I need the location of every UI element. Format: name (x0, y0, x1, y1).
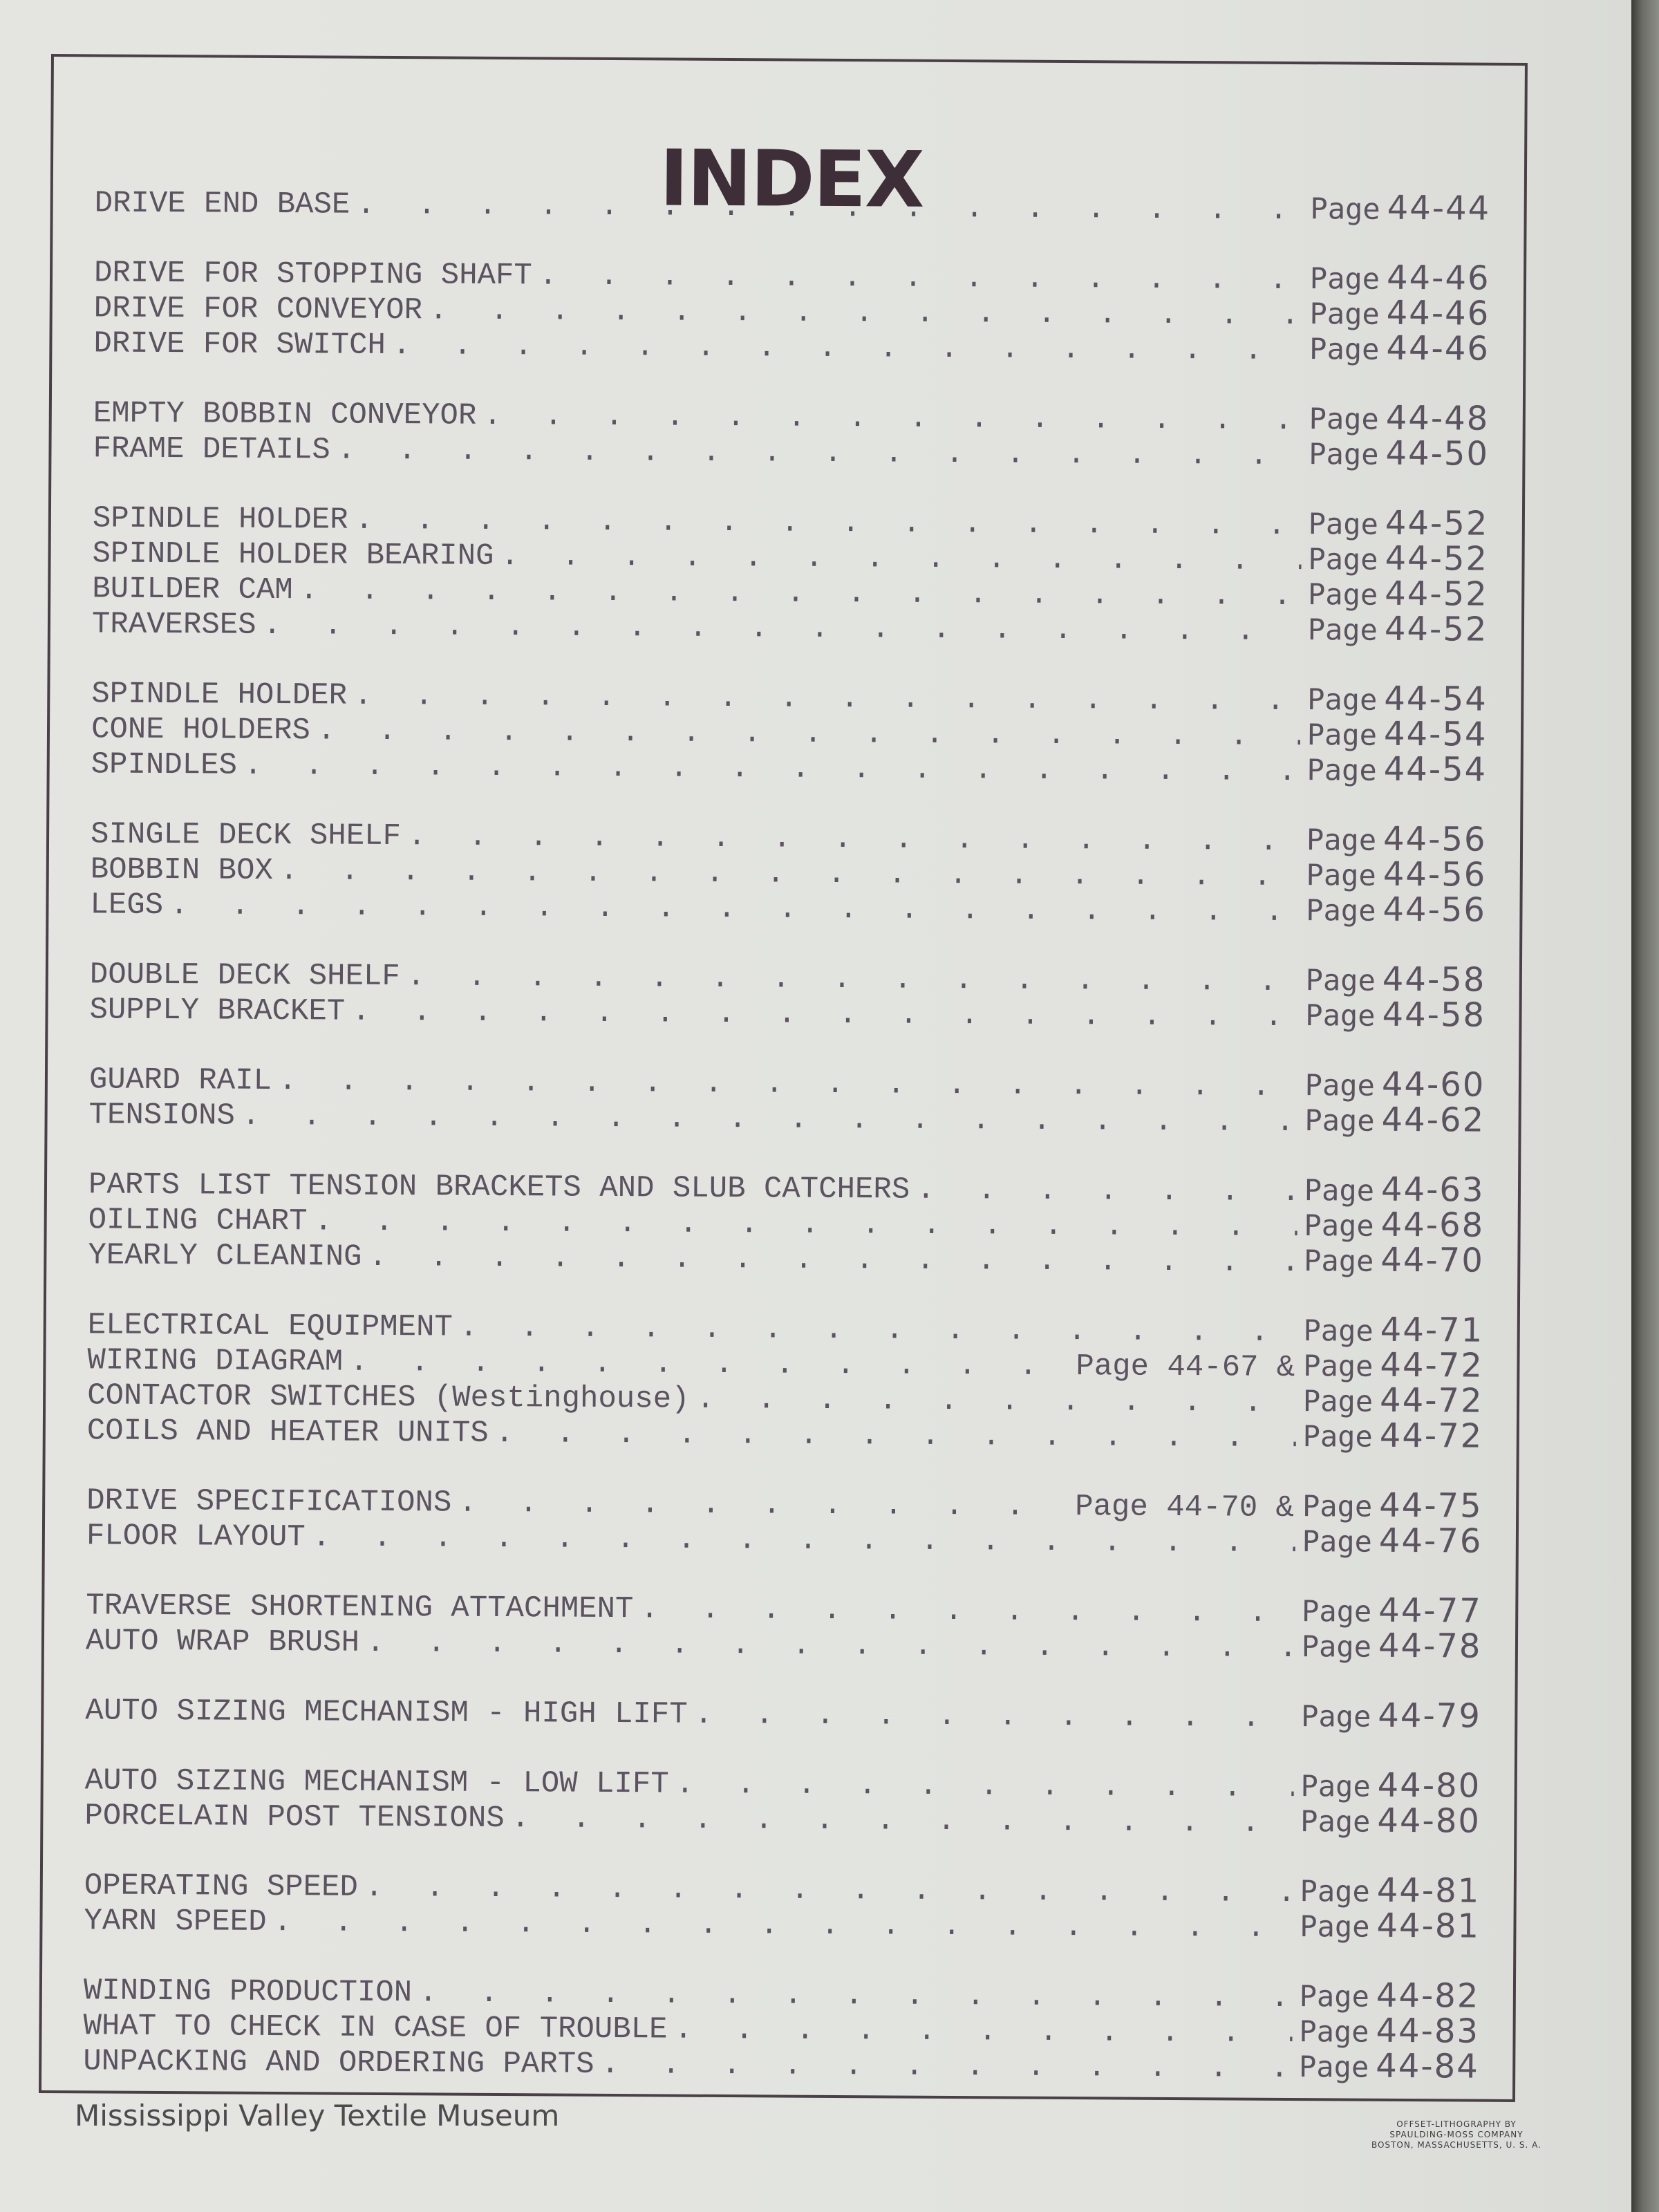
page-reference (1304, 1240, 1492, 1282)
dot-leader (696, 1382, 1296, 1421)
dot-leader (408, 819, 1300, 859)
page-word: Page (1306, 893, 1376, 928)
entry-label: SPINDLE HOLDER BEARING (92, 536, 494, 574)
dot-leader (539, 259, 1303, 298)
page-word: Page (1310, 191, 1380, 226)
index-group (88, 1167, 1492, 1281)
printer-credit-line-1: OFFSET-LITHOGRAPHY BY (1396, 2119, 1517, 2129)
page-reference (1076, 1344, 1490, 1387)
entry-label: UNPACKING AND ORDERING PARTS (83, 2044, 594, 2082)
entry-label: PARTS LIST TENSION BRACKETS AND SLUB CATCHERS (88, 1168, 910, 1208)
dot-leader (280, 854, 1300, 894)
page-number: 44-54 (1383, 714, 1488, 754)
dot-leader (300, 573, 1302, 614)
page-reference (1309, 328, 1497, 370)
page-number: 44-68 (1380, 1205, 1485, 1245)
page-word: Page (1300, 1874, 1370, 1909)
index-group (92, 500, 1496, 650)
page-number: 44-48 (1385, 398, 1490, 438)
page-number: 44-58 (1382, 959, 1486, 1000)
page-word: Page (1299, 1979, 1370, 2014)
entry-label: SINGLE DECK SHELF (90, 817, 402, 854)
entry-label: TRAVERSE SHORTENING ATTACHMENT (86, 1588, 634, 1627)
page-number: 44-78 (1378, 1626, 1482, 1666)
entry-label: OILING CHART (88, 1203, 308, 1239)
entry-label: DRIVE END BASE (94, 186, 350, 223)
dot-leader (354, 679, 1300, 719)
index-group (90, 816, 1494, 930)
entry-label: ELECTRICAL EQUIPMENT (87, 1308, 453, 1345)
dot-leader (500, 539, 1301, 579)
page-number: 44-80 (1377, 1765, 1481, 1806)
dot-leader (512, 1801, 1294, 1841)
index-group (86, 1483, 1490, 1562)
page-word: Page (1304, 1208, 1374, 1243)
entry-label: GUARD RAIL (88, 1062, 272, 1098)
page-word: Page (1306, 753, 1377, 787)
page-word: Page (1303, 1313, 1374, 1348)
page-reference (1300, 1906, 1488, 1947)
entry-label: COILS AND HEATER UNITS (86, 1414, 489, 1451)
page-word: Page (1306, 823, 1377, 857)
printer-credit-line-2: SPAULDING-MOSS COMPANY (1389, 2130, 1524, 2139)
page-word: Page (1298, 2050, 1369, 2084)
dot-leader (368, 1240, 1297, 1280)
page-number: 44-82 (1376, 1976, 1480, 2016)
page-number: 44-52 (1384, 609, 1488, 649)
page-word: Page (1304, 1068, 1376, 1103)
page-word: Page (1299, 2014, 1369, 2049)
dot-leader (279, 1064, 1298, 1105)
page-number: 44-52 (1385, 503, 1489, 543)
entry-label: EMPTY BOBBIN CONVEYOR (93, 396, 477, 433)
entry-label: DRIVE SPECIFICATIONS (86, 1483, 452, 1521)
index-group (85, 1693, 1488, 1736)
page-word: Page (1302, 1419, 1373, 1454)
dot-leader (674, 2013, 1292, 2051)
page-number: 44-71 (1380, 1310, 1484, 1350)
entry-label: CONE HOLDERS (91, 712, 311, 749)
page-number: 44-83 (1376, 2011, 1480, 2051)
dot-leader (419, 1976, 1293, 2016)
page-number: 44-81 (1376, 1871, 1481, 1911)
page-reference (1310, 188, 1498, 229)
page-word: Page (1309, 332, 1380, 366)
index-group (91, 676, 1495, 790)
dot-leader (429, 293, 1303, 333)
page-word: Page (1307, 612, 1378, 647)
page-reference (1300, 1801, 1488, 1842)
dot-leader (170, 888, 1299, 930)
page-number: 44-77 (1378, 1591, 1482, 1631)
page-word: Page (1301, 1699, 1371, 1734)
page-reference (1306, 749, 1494, 791)
page-number: 44-46 (1386, 293, 1490, 333)
page-word: Page (1309, 402, 1379, 436)
entry-label: BUILDER CAM (92, 572, 293, 608)
page-number: 44-56 (1382, 890, 1487, 930)
page-word: Page (1307, 682, 1378, 717)
index-group (84, 1763, 1488, 1841)
page-word: Page (1306, 718, 1378, 752)
page-word: Page (1300, 1769, 1371, 1803)
dot-leader (352, 995, 1298, 1035)
entry-label: PORCELAIN POST TENSIONS (84, 1799, 505, 1837)
dot-leader (337, 433, 1302, 474)
dot-leader (312, 1520, 1295, 1561)
page-number: 44-62 (1381, 1100, 1485, 1140)
dot-leader (263, 608, 1300, 649)
page-word: Page (1307, 577, 1378, 612)
page-word: Page (1308, 542, 1378, 577)
page-word: Page (1302, 1384, 1374, 1418)
page-word: Page (1302, 1489, 1373, 1524)
page-number: 44-80 (1377, 1801, 1481, 1841)
entry-label: OPERATING SPEED (84, 1868, 359, 1905)
page-word: Page (1302, 1524, 1373, 1559)
dot-leader (365, 1871, 1293, 1911)
index-group (84, 1868, 1488, 1947)
dot-leader (496, 1416, 1296, 1456)
page-word: Page (1300, 1804, 1371, 1839)
page-number: 44-56 (1382, 854, 1487, 894)
printer-credit (1371, 2119, 1541, 2150)
page-number: 44-54 (1384, 679, 1488, 719)
index-group (87, 1307, 1491, 1456)
page-reference (1302, 1416, 1490, 1457)
index-group (93, 395, 1497, 474)
dot-leader (458, 1486, 1068, 1524)
page-number: 44-84 (1376, 2046, 1479, 2086)
dot-leader (244, 749, 1300, 789)
dot-leader (695, 1698, 1295, 1736)
page-word: Page (1309, 261, 1380, 296)
entry-label: DRIVE FOR SWITCH (93, 326, 386, 363)
entry-label: YEARLY CLEANING (88, 1238, 362, 1275)
page-number: 44-76 (1378, 1521, 1483, 1561)
entry-label: SPINDLE HOLDER (91, 677, 348, 713)
entry-label: SUPPLY BRACKET (89, 993, 346, 1029)
page-reference (1299, 2046, 1487, 2088)
entry-label: DRIVE FOR CONVEYOR (93, 291, 423, 328)
entry-label: CONTACTOR SWITCHES (Westinghouse) (86, 1378, 690, 1417)
page-number: 44-46 (1386, 328, 1490, 368)
page-number: 44-50 (1385, 433, 1490, 474)
page-word: Page (1304, 1173, 1375, 1208)
entry-label: TENSIONS (88, 1098, 236, 1134)
page-number: 44-56 (1382, 819, 1487, 859)
page-number: 44-70 (1380, 1240, 1485, 1280)
museum-watermark: Mississippi Valley Textile Museum (75, 2099, 560, 2133)
page-word: Page (1309, 297, 1380, 331)
index-group (93, 255, 1497, 369)
page-number: 44-72 (1379, 1416, 1483, 1456)
entry-label: WIRING DIAGRAM (87, 1343, 344, 1380)
entry-label: TRAVERSES (91, 607, 256, 643)
page-word: Page (1301, 1629, 1372, 1664)
page-word: Page (1304, 1103, 1375, 1138)
page-reference (1075, 1484, 1490, 1527)
entry-label: AUTO SIZING MECHANISM - HIGH LIFT (85, 1694, 688, 1732)
page-number: 44-72 (1379, 1380, 1483, 1421)
page-number: 44-46 (1386, 258, 1490, 298)
page-reference (1308, 609, 1496, 650)
index-frame (39, 54, 1528, 2102)
index-group (89, 957, 1493, 1035)
entry-label: WHAT TO CHECK IN CASE OF TROUBLE (83, 2009, 668, 2047)
dot-leader (242, 1099, 1298, 1140)
page-number: 44-75 (1379, 1485, 1483, 1526)
dot-leader (355, 503, 1301, 543)
entry-label: YARN SPEED (84, 1904, 267, 1940)
additional-page-reference: Page 44-67 & (1076, 1349, 1295, 1386)
page-number: 44-58 (1382, 995, 1486, 1035)
index-entries (83, 185, 1498, 2121)
page-number: 44-81 (1376, 1906, 1481, 1946)
dot-leader (350, 1345, 1069, 1384)
entry-label: AUTO WRAP BRUSH (85, 1624, 360, 1660)
dot-leader (483, 399, 1302, 438)
page-reference (1301, 1696, 1489, 1737)
page-number: 44-52 (1385, 574, 1488, 614)
page-reference (1306, 890, 1494, 931)
page-number: 44-44 (1387, 188, 1491, 228)
additional-page-reference: Page 44-70 & (1075, 1490, 1295, 1526)
page-word: Page (1308, 507, 1379, 541)
dot-leader (357, 188, 1303, 228)
entry-label: FLOOR LAYOUT (86, 1519, 306, 1555)
binder-edge (1631, 0, 1659, 2212)
page-reference (1302, 1521, 1490, 1562)
page-word: Page (1309, 437, 1379, 471)
page-number: 44-60 (1381, 1065, 1485, 1105)
page-word: Page (1306, 858, 1376, 892)
entry-label: LEGS (90, 888, 164, 924)
dot-leader (273, 1905, 1293, 1946)
dot-leader (366, 1626, 1295, 1666)
dot-leader (317, 713, 1300, 754)
page-reference (1305, 995, 1493, 1036)
index-group (83, 1973, 1487, 2087)
page-word: Page (1303, 1349, 1374, 1383)
page-reference (1302, 1626, 1490, 1667)
page-number: 44-54 (1383, 749, 1488, 789)
dot-leader (314, 1204, 1297, 1245)
dot-leader (676, 1768, 1294, 1806)
page-word: Page (1304, 1244, 1374, 1278)
page-number: 44-63 (1380, 1170, 1485, 1210)
entry-label: AUTO SIZING MECHANISM - LOW LIFT (84, 1763, 669, 1802)
page-number: 44-79 (1378, 1696, 1482, 1736)
page-reference (1309, 433, 1497, 475)
dot-leader (601, 2047, 1292, 2086)
index-group (86, 1588, 1490, 1667)
entry-label: BOBBIN BOX (90, 852, 273, 888)
page-word: Page (1301, 1594, 1372, 1629)
dot-leader (407, 959, 1299, 1000)
index-entry (85, 1693, 1488, 1736)
entry-label: FRAME DETAILS (93, 431, 330, 468)
page-reference (1304, 1100, 1492, 1141)
page-word: Page (1300, 1909, 1370, 1944)
entry-label: SPINDLE HOLDER (92, 501, 348, 538)
page-number: 44-52 (1385, 538, 1489, 579)
dot-leader (917, 1173, 1297, 1210)
entry-label: SPINDLES (91, 747, 238, 783)
dot-leader (640, 1592, 1295, 1631)
page-number: 44-72 (1380, 1345, 1484, 1385)
page-word: Page (1305, 963, 1376, 997)
dot-leader (393, 328, 1303, 368)
entry-label: DRIVE FOR STOPPING SHAFT (93, 256, 532, 294)
entry-label: DOUBLE DECK SHELF (89, 957, 400, 995)
page-title: INDEX (659, 133, 924, 225)
entry-label: WINDING PRODUCTION (83, 1974, 413, 2011)
printer-credit-line-3: BOSTON, MASSACHUSETTS, U. S. A. (1371, 2140, 1541, 2150)
page-word: Page (1305, 998, 1376, 1033)
index-group (88, 1062, 1492, 1141)
